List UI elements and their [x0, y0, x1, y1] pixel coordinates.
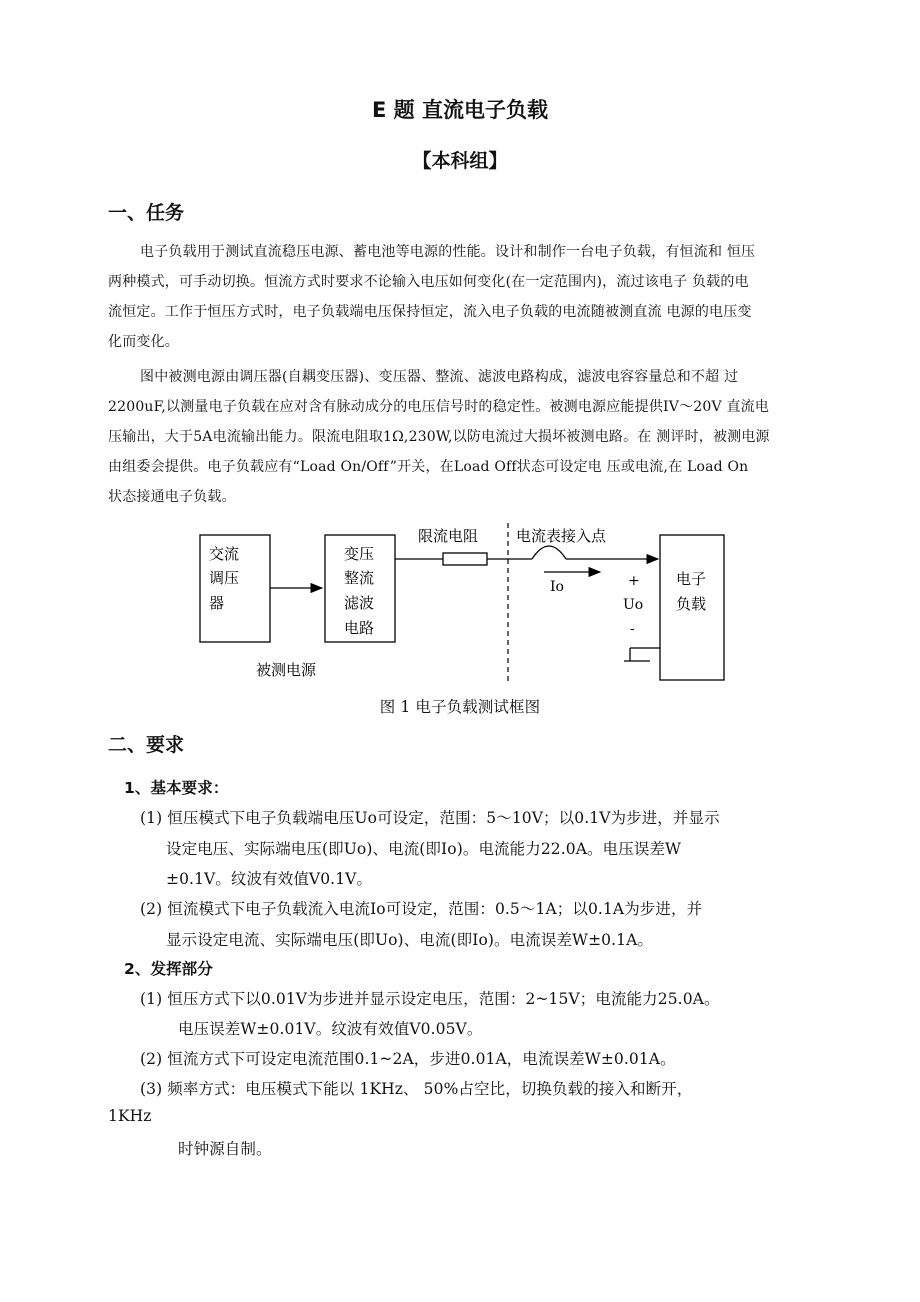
box3-line: 电子	[676, 570, 707, 588]
requirement-line: (3) 频率方式：电压模式下能以 1KHz、 50%占空比，切换负载的接入和断开，	[140, 1080, 693, 1098]
task-paragraph-line: 电子负载用于测试直流稳压电源、蓄电池等电源的性能。设计和制作一台电子负载，有恒流和 恒压	[140, 244, 756, 260]
requirement-line: (2) 恒流模式下电子负载流入电流Io可设定，范围：0.5〜1A；以0.1A为步进，并	[140, 900, 703, 918]
task-paragraph-line: 2200uF,以测量电子负载在应对含有脉动成分的电压信号时的稳定性。被测电源应能提供IV〜20V 直流电	[108, 399, 770, 415]
task-paragraph-line: 由组委会提供。电子负载应有“Load On/Off”开关，在Load Off状态可设定电 压或电流,在 Load On	[108, 459, 749, 475]
task-paragraph-line: 两种模式，可手动切换。恒流方式时要求不论输入电压如何变化(在一定范围内)，流过该电子 负载的电	[108, 274, 749, 290]
task-paragraph-line: 压输出，大于5A电流输出能力。限流电阻取1Ω,230W,以防电流过大损坏被测电路。在 测评时，被测电源	[108, 429, 770, 445]
box2-line: 变压	[344, 545, 375, 563]
task-paragraph-line: 图中被测电源由调压器(自耦变压器)、变压器、整流、滤波电路构成，滤波电容容量总和不超 过	[140, 369, 739, 385]
box2-line: 整流	[344, 569, 375, 587]
requirement-line: (1) 恒压模式下电子负载端电压Uo可设定，范围：5〜10V；以0.1V为步进，并显示	[140, 809, 720, 827]
box1-line: 调压	[209, 569, 240, 587]
page-subtitle: 【本科组】	[412, 150, 508, 172]
current-label: Io	[550, 579, 564, 595]
box3-line: 负载	[676, 595, 707, 613]
source-label: 被测电源	[256, 661, 317, 679]
task-paragraph-line: 状态接通电子负载。	[108, 489, 236, 505]
meter-label: 电流表接入点	[516, 527, 607, 545]
requirement-line: 设定电压、实际端电压(即Uo)、电流(即Io)。电流能力22.0A。电压误差W	[166, 840, 682, 858]
box1-line: 交流	[209, 545, 240, 563]
box2-line: 电路	[344, 619, 375, 637]
task-paragraph-line: 流恒定。工作于恒压方式时，电子负载端电压保持恒定，流入电子负载的电流随被测直流 电源的电压变	[108, 304, 752, 320]
task-paragraph-line: 化而变化。	[108, 334, 179, 350]
section-heading-requirements: 二、要求	[108, 734, 185, 756]
resistor-symbol	[443, 553, 487, 565]
extended-requirements-heading: 2、发挥部分	[124, 960, 213, 978]
section-heading-task: 一、任务	[108, 202, 185, 224]
figure-caption: 图 1 电子负载测试框图	[379, 698, 541, 716]
meter-arc	[532, 546, 566, 559]
plus-sign: +	[628, 573, 640, 589]
requirement-line: (1) 恒压方式下以0.01V为步进并显示设定电压，范围：2~15V；电流能力25.0A。	[140, 990, 720, 1008]
basic-requirements-heading: 1、基本要求：	[124, 779, 229, 797]
minus-sign: -	[630, 621, 635, 637]
resistor-label: 限流电阻	[418, 527, 479, 545]
requirement-line: 时钟源自制。	[178, 1140, 272, 1158]
requirement-line: (2) 恒流方式下可设定电流范围0.1~2A，步进0.01A，电流误差W±0.01A。	[140, 1050, 676, 1068]
requirement-line: 电压误差W±0.01V。纹波有效值V0.05V。	[178, 1020, 483, 1038]
requirement-line: 1KHz	[108, 1107, 152, 1125]
requirement-line: ±0.1V。纹波有效值V0.1V。	[166, 870, 373, 888]
voltage-label: Uo	[623, 597, 644, 613]
box1-line: 器	[209, 594, 225, 612]
requirement-line: 显示设定电流、实际端电压(即Uo)、电流(即Io)。电流误差W±0.1A。	[166, 931, 654, 949]
page-title: E 题 直流电子负载	[372, 98, 548, 122]
box2-line: 滤波	[344, 594, 375, 612]
test-block-diagram	[0, 515, 920, 690]
